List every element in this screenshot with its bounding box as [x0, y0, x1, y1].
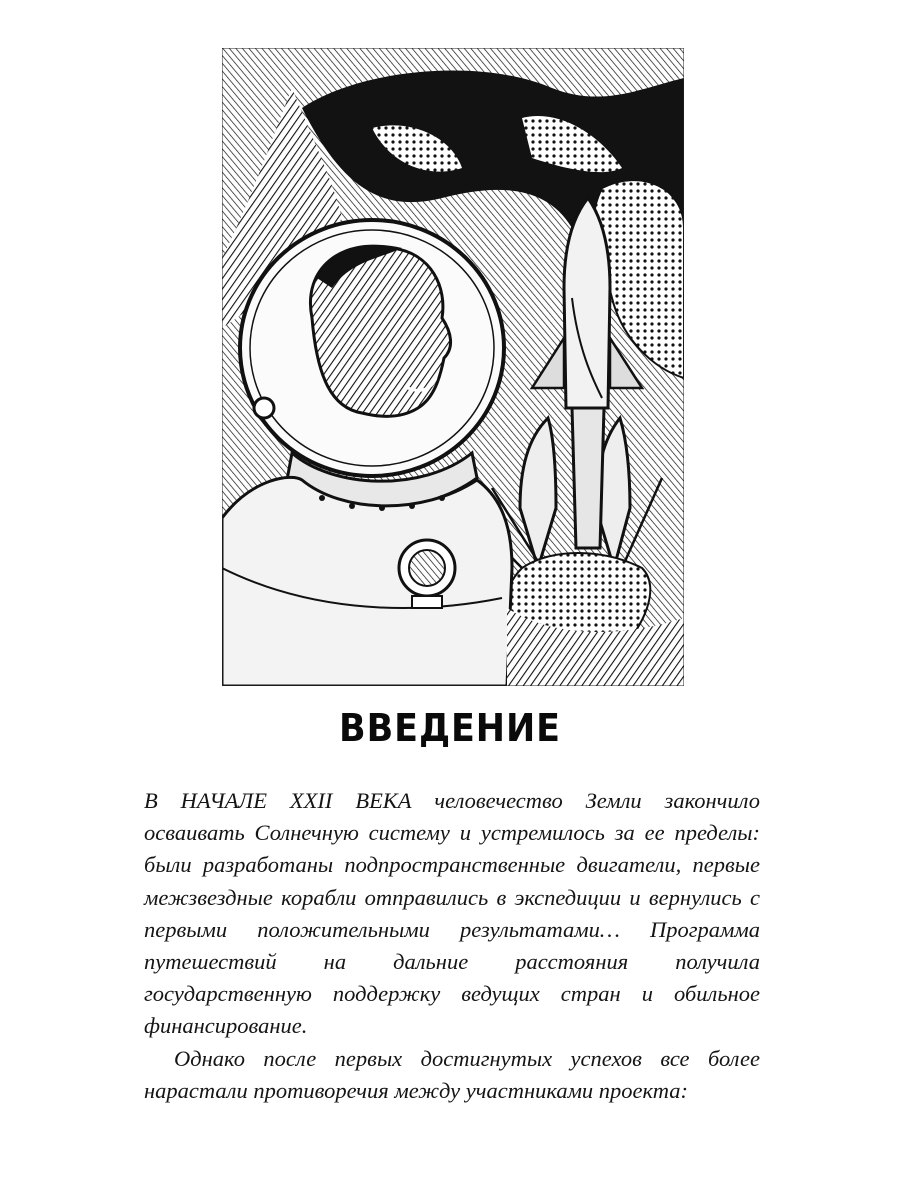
- cover-illustration: [222, 48, 684, 686]
- astronaut-rocket-drawing: [222, 48, 684, 686]
- paragraph-1: В НАЧАЛЕ XXII ВЕКА человечество Земли закончило осваивать Солнечную систему и устремилось за ее пределы: были разработаны подпространственные двигатели, первые межзвездные корабли отправились в экспедиции и вернулись с первыми положительными результатами… Программа путешествий на дальние расстояния получила государственную поддержку ведущих стран и обильное финансирование.: [144, 788, 760, 1039]
- paragraph-2: Однако после первых достигнутых успехов все более нарастали противоречия между участниками проекта:: [144, 1045, 760, 1103]
- intro-text: [144, 785, 760, 1107]
- chapter-heading: ВВЕДЕНИЕ: [339, 706, 561, 750]
